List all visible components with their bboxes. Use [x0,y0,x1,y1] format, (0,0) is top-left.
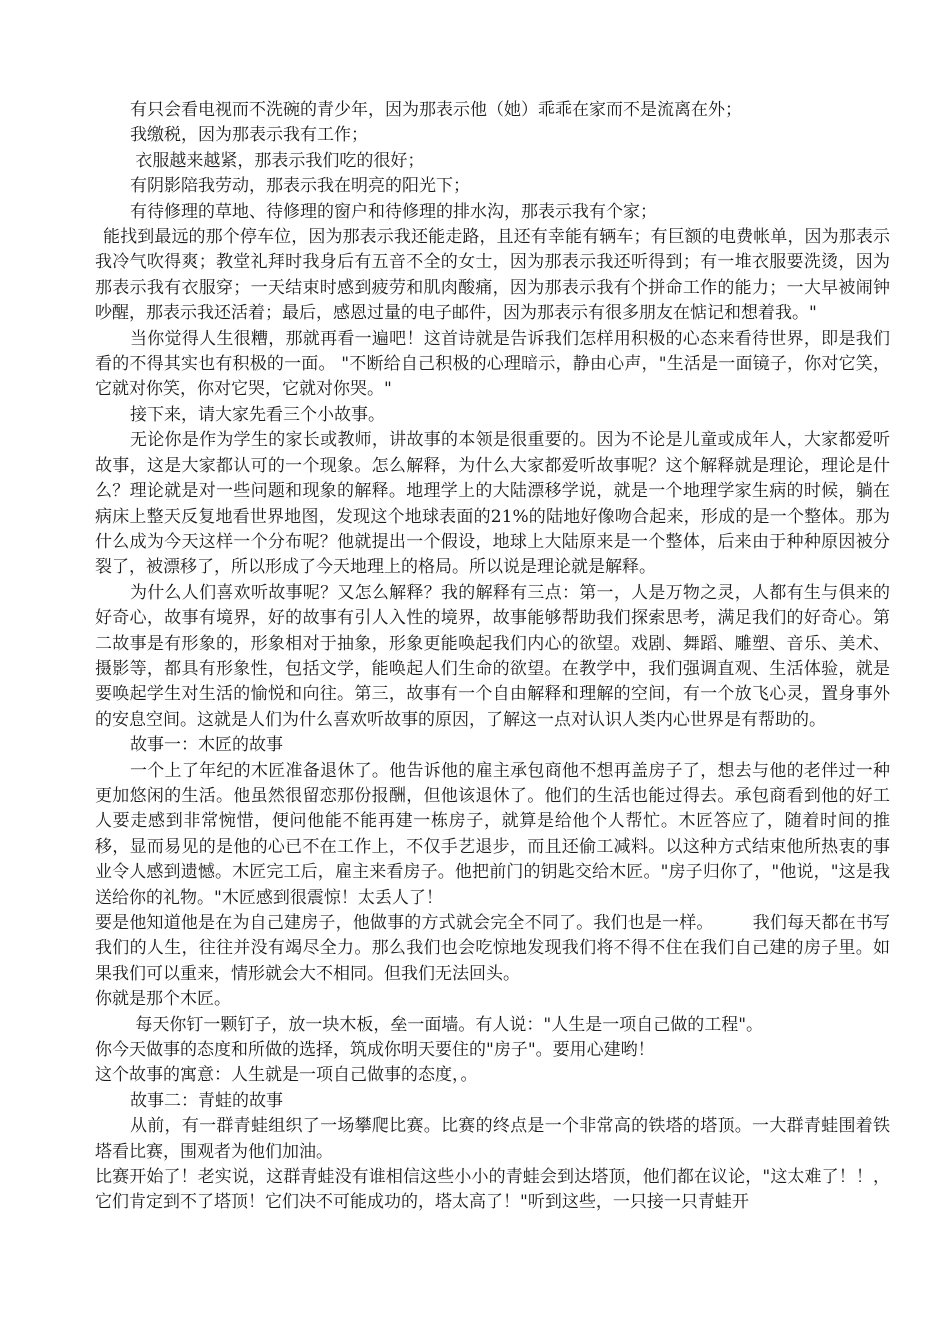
paragraph: 为什么人们喜欢听故事呢？又怎么解释？我的解释有三点：第一，人是万物之灵，人都有生与俱来的好奇心，故事有境界，好的故事有引人入性的境界，故事能够帮助我们探索思考，满足我们的好奇心。第二故事是有形象的，形象相对于抽象，形象更能唤起我们内心的欲望。戏剧、舞蹈、雕塑、音乐、美术、摄影等，都具有形象性，包括文学，能唤起人们生命的欲望。在教学中，我们强调直观、生活体验，就是要唤起学生对生活的愉悦和向往。第三，故事有一个自由解释和理解的空间，有一个放飞心灵，置身事外的安息空间。这就是人们为什么喜欢听故事的原因，了解这一点对认识人类内心世界是有帮助的。 [95,582,890,730]
paragraph: 有只会看电视而不洗碗的青少年，因为那表示他（她）乖乖在家而不是流离在外； [130,100,742,120]
paragraph: 有阴影陪我劳动，那表示我在明亮的阳光下； [130,176,470,197]
paragraph: 无论你是作为学生的家长或教师，讲故事的本领是很重要的。因为不论是儿童或成年人，大家都爱听故事，这是大家都认可的一个现象。怎么解释，为什么大家都爱听故事呢？这个解释就是理论，理论是什么？理论就是对一些问题和现象的解释。地理学上的大陆漂移学说，就是一个地理学家生病的时候，躺在病床上整天反复地看世界地图，发现这个地球表面的21%的陆地好像吻合起来，形成的是一个整体。那为什么成为今天这样一个分布呢？他就提出一个假设，地球上大陆原来是一个整体，后来由于种种原因被分裂了，被漂移了，所以形成了今天地理上的格局。所以说是理论就是解释。 [95,430,890,578]
paragraph: 这个故事的寓意：人生就是一项自己做事的态度，。 [95,1065,478,1086]
paragraph: 一个上了年纪的木匠准备退休了。他告诉他的雇主承包商他不想再盖房子了，想去与他的老伴过一种更加悠闲的生活。他虽然很留恋那份报酬，但他该退休了。他们的生活也能过得去。承包商看到他的好工人要走感到非常惋惜，便问他能不能再建一栋房子，就算是给他个人帮忙。木匠答应了，随着时间的推移，显而易见的是他的心已不在工作上，不仅手艺退步，而且还偷工减料。以这种方式结束他所热衷的事业令人感到遗憾。木匠完工后，雇主来看房子。他把前门的钥匙交给木匠。"房子归你了，"他说，"这是我送给你的礼物。"木匠感到很震惊！太丢人了！ [95,760,890,908]
paragraph: 从前，有一群青蛙组织了一场攀爬比赛。比赛的终点是一个非常高的铁塔的塔顶。一大群青蛙围着铁塔看比赛，围观者为他们加油。 [95,1116,890,1162]
paragraph: 我缴税，因为那表示我有工作； [130,125,368,146]
paragraph: 每天你钉一颗钉子，放一块木板，垒一面墙。有人说："人生是一项自己做的工程"。 [130,1014,764,1035]
document-page [95,98,890,1216]
paragraph: 衣服越来越紧，那表示我们吃的很好； [130,150,425,171]
section-heading: 故事一：木匠的故事 [130,735,283,756]
paragraph: 有待修理的草地、待修理的窗户和待修理的排水沟，那表示我有个家； [130,201,657,222]
paragraph: 当你觉得人生很糟，那就再看一遍吧！这首诗就是告诉我们怎样用积极的心态来看待世界，即是我们看的不得其实也有积极的一面。 "不断给自己积极的心理暗示，静由心声，"生活是一面镜子，你对它笑，它就对你笑，你对它哭，它就对你哭。" [95,328,890,400]
paragraph: 你今天做事的态度和所做的选择，筑成你明天要住的"房子"。要用心建哟！ [95,1040,655,1061]
paragraph: 接下来，请大家先看三个小故事。 [130,404,385,425]
paragraph: 要是他知道他是在为自己建房子，他做事的方式就会完全不同了。我们也是一样。 我们每天都在书写我们的人生，往往并没有竭尽全力。那么我们也会吃惊地发现我们将不得不住在我们自己建的房子里。如果我们可以重来，情形就会大不相同。但我们无法回头。 [95,913,890,984]
paragraph: 比赛开始了！老实说，这群青蛙没有谁相信这些小小的青蛙会到达塔顶，他们都在议论，"这太难了！！，它们肯定到不了塔顶！它们决不可能成功的，塔太高了！"听到这些，一只接一只青蛙开 [95,1167,890,1213]
paragraph: 你就是那个木匠。 [95,989,231,1010]
paragraph: 能找到最远的那个停车位，因为那表示我还能走路，且还有幸能有辆车；有巨额的电费帐单，因为那表示我冷气吹得爽；教堂礼拜时我身后有五音不全的女士，因为那表示我还听得到；有一堆衣服要洗烫，因为那表示我有衣服穿；一天结束时感到疲劳和肌肉酸痛，因为那表示我有个拼命工作的能力；一大早被闹钟吵醒，那表示我还活着；最后，感恩过量的电子邮件，因为那表示有很多朋友在惦记和想着我。" [95,227,890,324]
section-heading: 故事二：青蛙的故事 [130,1090,283,1111]
